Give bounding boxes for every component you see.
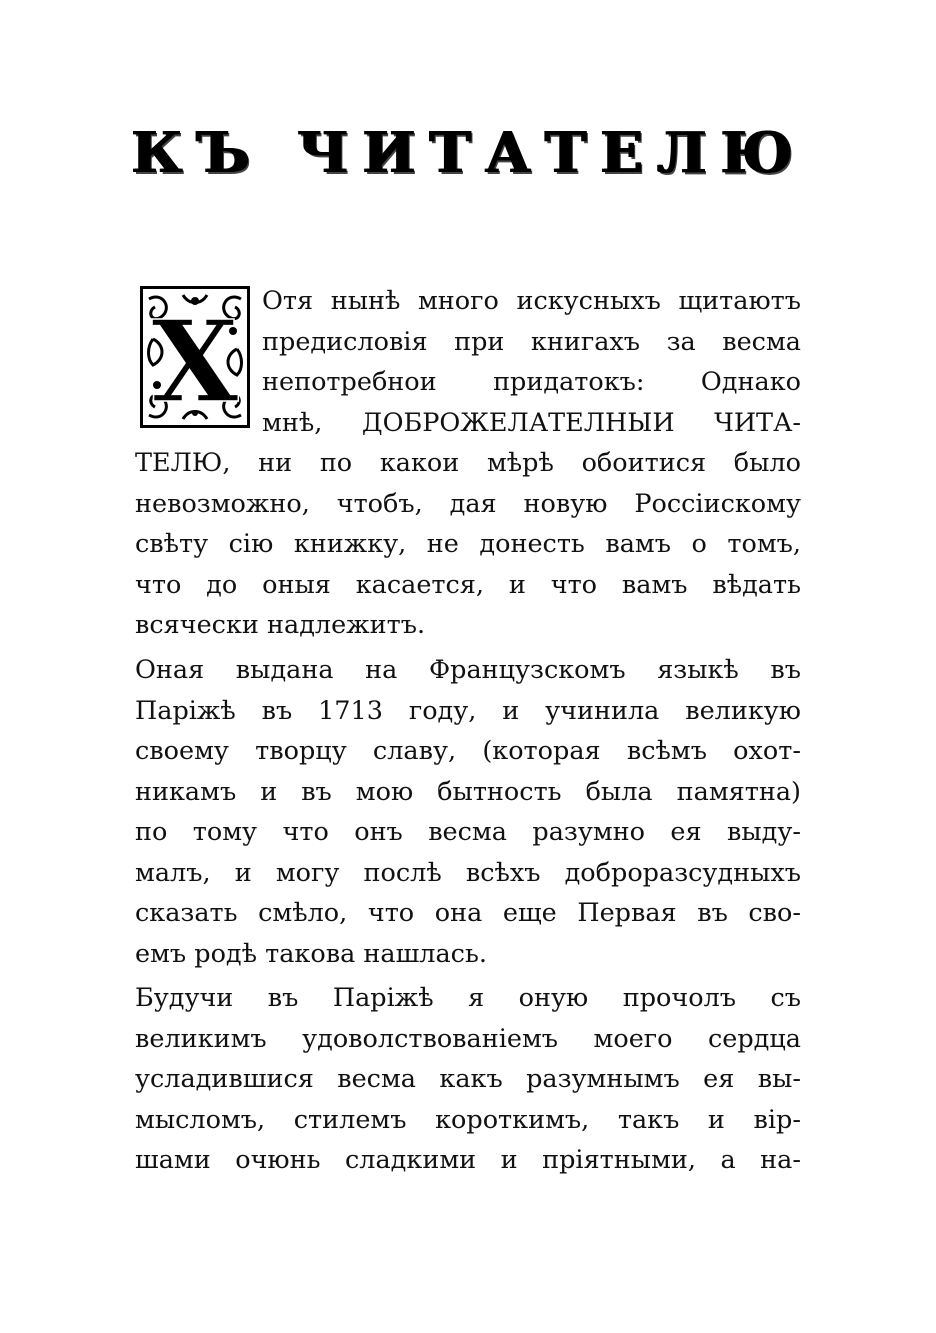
text-line: Будучи въ Парiжѣ я оную прочолъ съ (135, 983, 801, 1013)
text-line: Парiжѣ въ 1713 году, и учинила великую (135, 695, 801, 726)
text-line: мысломъ, стилемъ короткимъ, такъ и вiр- (135, 1104, 801, 1135)
text-line: мнѣ, ДОБРОЖЕЛАТЕЛНЫИ ЧИТА- (262, 407, 801, 438)
text-line: усладившися весма какъ разумнымъ ея вы- (135, 1064, 801, 1094)
ornamental-initial (140, 286, 250, 428)
text-line: шами очюнь сладкими и прiятными, а на- (135, 1145, 801, 1175)
paragraph-1-indented (262, 281, 801, 443)
text-line: ТЕЛЮ, ни по какои мѣрѣ обоитися было (135, 448, 801, 478)
text-line: Оная выдана на Французскомъ языкѣ въ (135, 655, 801, 685)
text-line: сказать смѣло, что она еще Первая въ сво- (135, 898, 801, 928)
paragraph-3 (135, 978, 801, 1181)
paragraph-1-continued (135, 443, 801, 646)
text-line: по тому что онъ весма разумно ея выду- (135, 817, 801, 847)
text-line: емъ родѣ такова нашлась. (135, 938, 487, 969)
text-line: невозможно, чтобъ, дая новую Россiискому (135, 488, 801, 519)
text-line: свѣту сiю книжку, не донесть вамъ о томъ, (135, 529, 801, 559)
text-line: предисловія при книгахъ за весма (262, 326, 801, 357)
page-title: КЪ ЧИТАТЕЛЮ (130, 120, 806, 186)
text-line: никамъ и въ мою бытность была памятна) (135, 776, 801, 807)
text-line: всячески надлежитъ. (135, 610, 426, 640)
text-line: великимъ удоволствованiемъ моего сердца (135, 1023, 801, 1054)
text-line: Отя нынѣ много искусныхъ щитаютъ (262, 286, 801, 316)
text-line: что до оныя касается, и что вамъ вѣдать (135, 569, 801, 600)
text-line: своему творцу славу, (которая всѣмъ охот- (135, 736, 801, 766)
drop-cap-letter: Х (151, 297, 239, 425)
paragraph-2 (135, 650, 801, 974)
text-line: малъ, и могу послѣ всѣхъ доброразсудныхъ (135, 857, 801, 888)
text-line: непотребнои придатокъ: Однако (262, 367, 801, 397)
